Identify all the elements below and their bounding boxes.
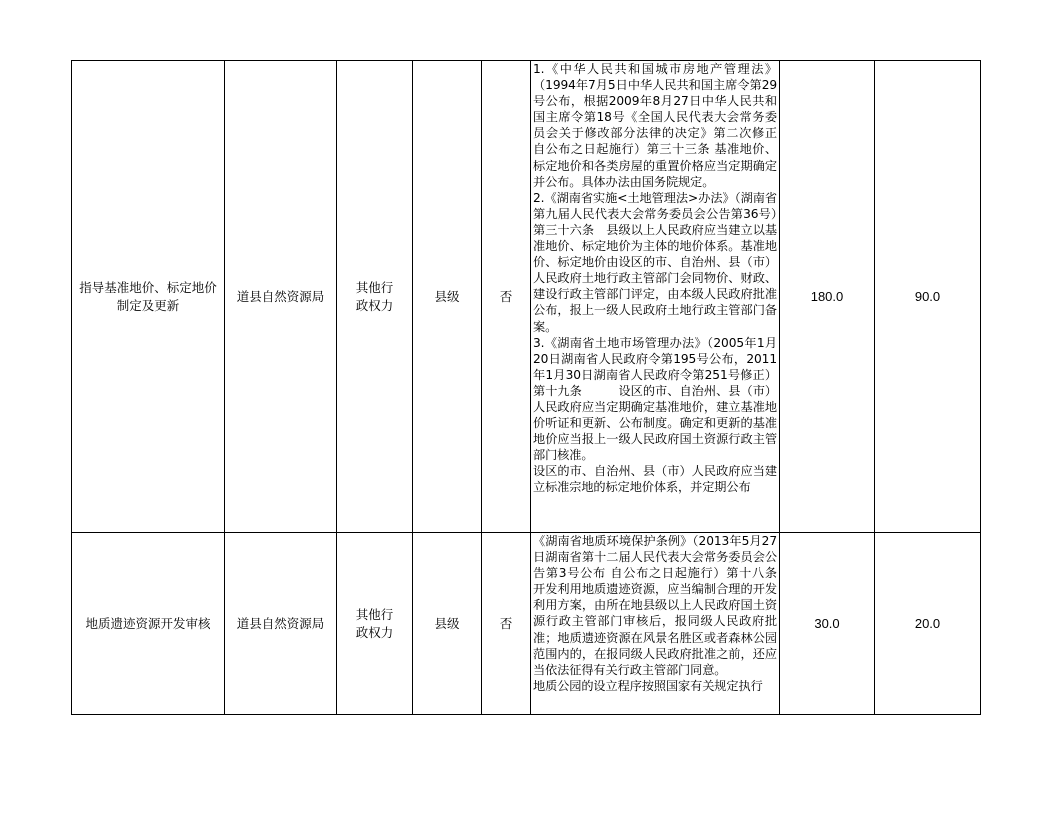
flag-cell (482, 533, 531, 715)
legal-basis-paragraph: 1.《中华人民共和国城市房地产管理法》（1994年7月5日中华人民共和国主席令第29号公布，根据2009年8月27日中华人民共和国主席令第18号《全国人民代表大会常务委员会关于修改部分法律的决定》第二次修正 自公布之日起施行）第三十三条 基准地价、标定地价和各类房屋的重置价格应当定期确定并公布。具体办法由国务院规定。 (533, 62, 777, 189)
value1-cell (780, 61, 875, 533)
legal-basis-paragraph: 3.《湖南省土地市场管理办法》（2005年1月20日湖南省人民政府令第195号公布，2011年1月30日湖南省人民政府令第251号修正）第十九条 设区的市、自治州、县（市）人民政府应当定期确定基准地价，建立基准地价听证和更新、公布制度。确定和更新的基准地价应当报上一级人民政府国土资源行政主管部门核准。 (533, 335, 777, 463)
flag-cell (482, 61, 531, 533)
legal-basis-cell (531, 61, 780, 533)
flag: 否 (499, 288, 513, 304)
item-name-cell (72, 533, 225, 715)
dept-cell (225, 533, 337, 715)
dept-cell (225, 61, 337, 533)
level: 县级 (434, 288, 460, 304)
legal-basis-cell (531, 533, 814, 715)
value1: 180.0 (810, 288, 844, 304)
value1-cell (780, 533, 875, 715)
value2: 90.0 (914, 288, 941, 304)
admin-power-table (71, 60, 981, 715)
level: 县级 (434, 615, 460, 631)
power-type: 其他行政权力 (355, 607, 394, 640)
table-row (72, 533, 981, 715)
level-cell (413, 61, 482, 533)
dept-name: 道县自然资源局 (236, 288, 325, 304)
table-row (72, 61, 981, 533)
flag: 否 (499, 615, 513, 631)
value1: 30.0 (814, 615, 840, 631)
value2-cell (875, 61, 981, 533)
power-type: 其他行政权力 (355, 280, 394, 313)
power-type-cell (337, 533, 413, 715)
power-type-cell (337, 61, 413, 533)
legal-basis-paragraph: 《湖南省地质环境保护条例》（2013年5月27日湖南省第十二届人民代表大会常务委员会公告第3号公布 自公布之日起施行）第十八条 开发利用地质遗迹资源，应当编制合理的开发利用方案，由所在地县级以上人民政府国土资源行政主管部门审核后，报同级人民政府批准；地质遗迹资源在风景名胜区或者森林公园范围内的，在报同级人民政府批准之前，还应当依法征得有关行政主管部门同意。 (533, 534, 814, 677)
legal-basis-paragraph: 地质公园的设立程序按照国家有关规定执行 (533, 678, 763, 693)
legal-basis-text (531, 61, 779, 532)
level-cell (413, 533, 482, 715)
value2: 20.0 (914, 615, 941, 631)
item-name-cell (72, 61, 225, 533)
dept-name: 道县自然资源局 (236, 615, 325, 631)
legal-basis-paragraph: 设区的市、自治州、县（市）人民政府应当建立标准宗地的标定地价体系，并定期公布 (533, 464, 777, 495)
item-name: 地质遗迹资源开发审核 (85, 615, 211, 631)
legal-basis-paragraph: 2.《湖南省实施<土地管理法>办法》（湖南省第九届人民代表大会常务委员会公告第36号）第三十六条 县级以上人民政府应当建立以基准地价、标定地价为主体的地价体系。基准地价、标定地价由设区的市、自治州、县（市）人民政府土地行政主管部门会同物价、财政、建设行政主管部门评定，由本级人民政府批准公布，报上一级人民政府土地行政主管部门备案。 (533, 190, 777, 334)
legal-basis-text (531, 533, 814, 714)
value2-cell (875, 533, 981, 715)
item-name: 指导基准地价、标定地价制定及更新 (79, 280, 217, 313)
